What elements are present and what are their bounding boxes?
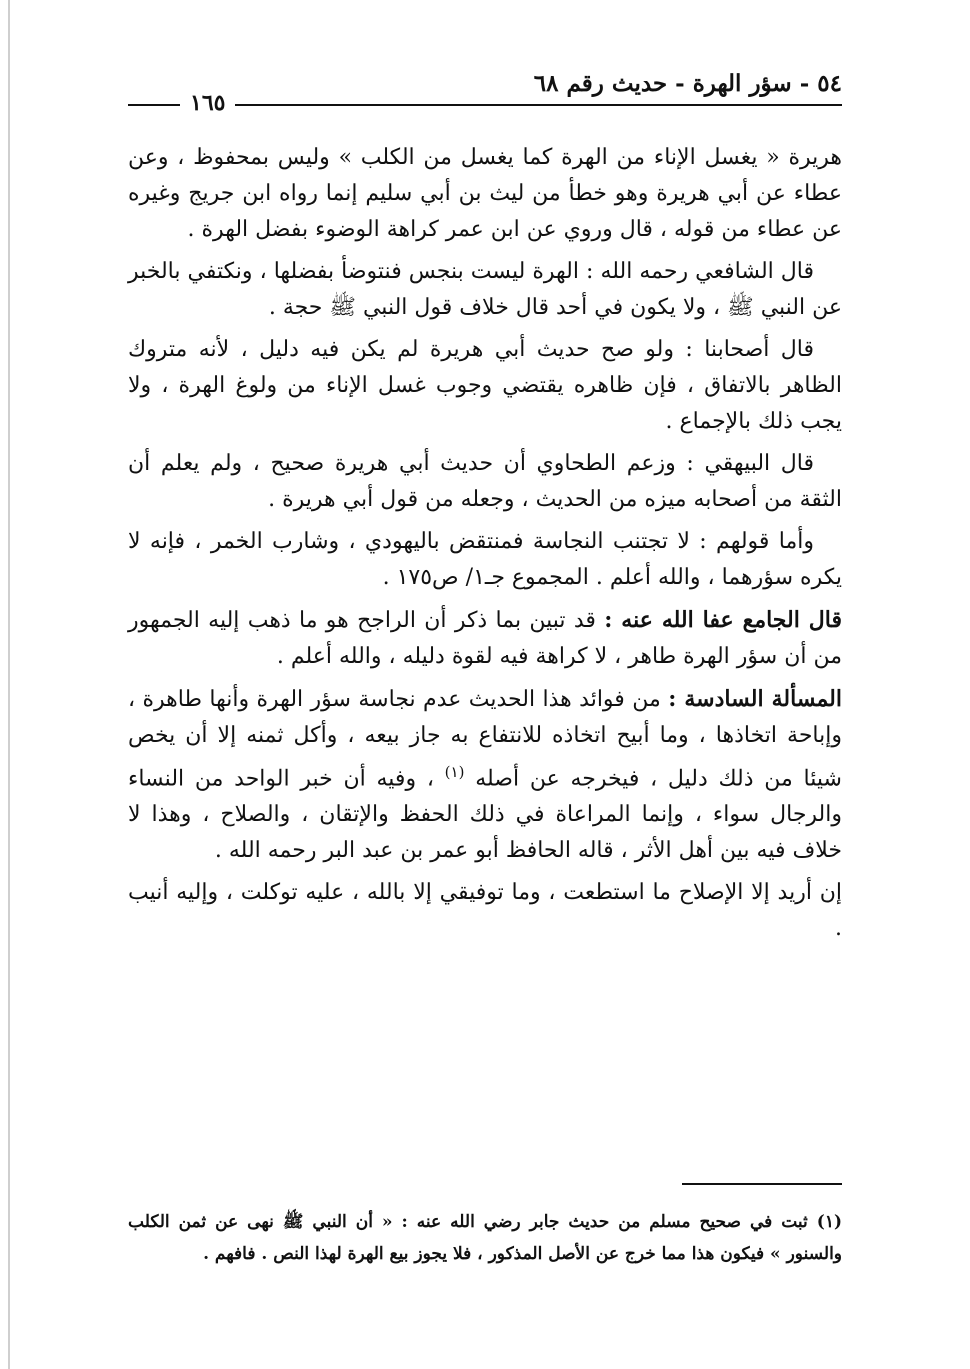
paragraph-6-lead: قال الجامع عفا الله عنه : <box>604 607 842 633</box>
paragraph-2: قال الشافعي رحمه الله : الهرة ليست بنجس فنتوضأ بفضلها ، ونكتفي بالخبر عن النبي ﷺ ، ولا يكون في أحد قال خلاف قول النبي ﷺ حجة . <box>128 259 842 320</box>
paragraph-7-lead: المسألة السادسة : <box>668 686 842 712</box>
paragraph-7-text-after: ، وفيه أن خبر الواحد من النساء والرجال سواء ، وإنما المراعاة في ذلك الحفظ والإتقان ، والصلاح ، وهذا لا خلاف فيه بين أهل الأثر ، قاله الحافظ أبو عمر بن عبد البر رحمه الله . <box>128 766 842 864</box>
page-header <box>128 70 842 120</box>
paragraph-4: قال البيهقي : وزعم الطحاوي أن حديث أبي هريرة صحيح ، ولم يعلم أن الثقة من أصحابه ميزه من الحديث ، وجعله من قول أبي هريرة . <box>128 451 842 512</box>
footnote-reference[interactable]: (١) <box>444 763 465 781</box>
footnote: (١) ثبت في صحيح مسلم من حديث جابر رضي الله عنه : « أن النبي ﷺ نهى عن ثمن الكلب والسنور » فيكون هذا مما خرج عن الأصل المذكور ، فلا يجوز بيع الهرة لهذا النص . فافهم . <box>128 1212 842 1264</box>
footnote-rule <box>682 1183 842 1185</box>
paragraph-7-text: من فوائد هذا الحديث عدم نجاسة سؤر الهرة وأنها طاهرة ، وإباحة اتخاذها ، وما أبيح اتخاذه للانتفاع به جاز بيعه ، وأكل ثمنه إلا أن يخص شيئا من ذلك دليل ، فيخرجه عن أصله <box>128 687 842 792</box>
paragraph-1: هريرة « يغسل الإناء من الهرة كما يغسل من الكلب » وليس بمحفوظ ، وعن عطاء عن أبي هريرة وهو خطأ من ليث بن أبي سليم إنما رواه ابن جريج وغيره عن عطاء من قوله ، قال وروي عن ابن عمر كراهة الوضوء بفضل الهرة . <box>128 145 842 242</box>
paragraph-7 <box>128 681 842 869</box>
page-edge-line <box>8 0 10 1369</box>
page-number: ١٦٥ <box>180 90 235 116</box>
paragraph-3: قال أصحابنا : ولو صح حديث أبي هريرة لم يكن فيه دليل ، لأنه متروك الظاهر بالاتفاق ، فإن ظاهره يقتضي وجوب غسل الإناء من ولوغ الهرة ، ولا يجب ذلك بالإجماع . <box>128 337 842 434</box>
paragraph-6 <box>128 602 842 675</box>
running-title: ٥٤ - سؤر الهرة - حديث رقم ٦٨ <box>533 70 842 97</box>
main-text <box>128 140 842 953</box>
paragraph-6-text: قد تبين بما ذكر أن الراجح هو ما ذهب إليه الجمهور من أن سؤر الهرة طاهر ، لا كراهة فيه لقوة دليله ، والله أعلم . <box>128 608 842 669</box>
paragraph-5: وأما قولهم : لا تجتنب النجاسة فمنتقض باليهودي ، وشارب الخمر ، فإنه لا يكره سؤرهما ، والله أعلم . المجموع جـ١/ ص١٧٥ . <box>128 529 842 590</box>
paragraph-8: إن أريد إلا الإصلاح ما استطعت ، وما توفيقي إلا بالله ، عليه توكلت ، وإليه أنيب . <box>128 880 842 942</box>
